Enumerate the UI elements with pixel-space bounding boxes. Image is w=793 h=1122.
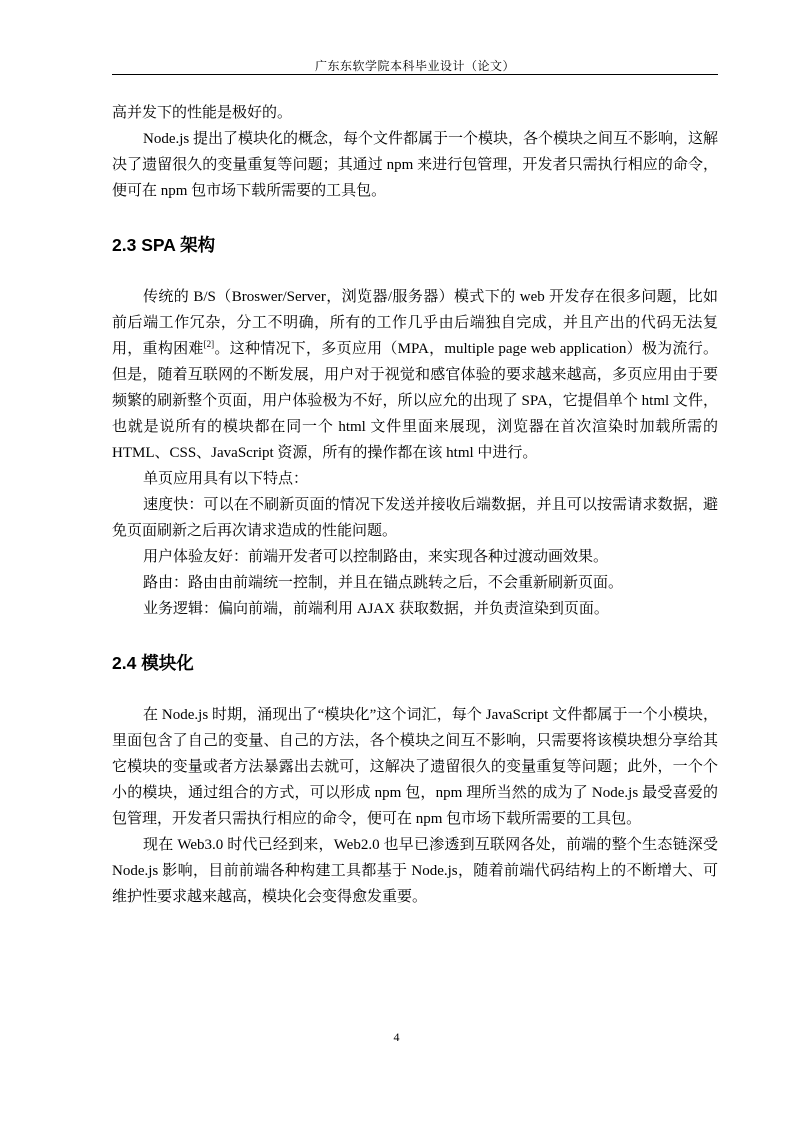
page-body [112,100,718,910]
page-number: 4 [393,1030,400,1044]
header-rule [112,74,718,75]
paragraph-bs-mode [112,284,718,466]
citation-2: [2] [203,339,215,349]
running-header: 广东东软学院本科毕业设计（论文） [314,59,515,73]
paragraph-spa-features-intro: 单页应用具有以下特点： [143,471,309,487]
paragraph-continued: 高并发下的性能是极好的。 [112,105,293,121]
paragraph-nodejs-modules: Node.js 提出了模块化的概念，每个文件都属于一个模块，各个模块之间互不影响，这解决了遗留很久的变量重复等问题；其通过 npm 来进行包管理，开发者只需执行相应的命令，便可在 npm 包市场下载所需要的工具包。 [112,131,718,199]
paragraph-business-logic: 业务逻辑：偏向前端，前端利用 AJAX 获取数据，并负责渲染到页面。 [143,601,609,617]
section-heading-2-3: 2.3 SPA 架构 [112,235,216,255]
paragraph-speed: 速度快：可以在不刷新页面的情况下发送并接收后端数据，并且可以按需请求数据，避免页面刷新之后再次请求造成的性能问题。 [112,497,718,539]
paragraph-web3: 现在 Web3.0 时代已经到来，Web2.0 也早已渗透到互联网各处，前端的整个生态链深受 Node.js 影响，目前前端各种构建工具都基于 Node.js，随着前端代码结构上的不断增大、可维护性要求越来越高，模块化会变得愈发重要。 [112,837,718,905]
paragraph-routing: 路由：路由由前端统一控制，并且在锚点跳转之后，不会重新刷新页面。 [143,575,624,591]
paragraph-modularization: 在 Node.js 时期，涌现出了“模块化”这个词汇，每个 JavaScript 文件都属于一个小模块，里面包含了自己的变量、自己的方法，各个模块之间互不影响，只需要将该模块想分享给其它模块的变量或者方法暴露出去就可，这解决了遗留很久的变量重复等问题；此外，一个个小的模块，通过组合的方式，可以形成 npm 包，npm 理所当然的成为了 Node.js 最受喜爱的包管理，开发者只需执行相应的命令，便可在 npm 包市场下载所需要的工具包。 [112,707,718,827]
section-heading-2-4: 2.4 模块化 [112,653,194,673]
paragraph-bs-mode-part2: 。这种情况下，多页应用（MPA，multiple page web application）极为流行。 但是，随着互联网的不断发展，用户对于视觉和感官体验的要求越来越高，多页应用由于要频繁的刷新整个页面，用户体验极为不好，所以应允的出现了 SPA，它提倡单个 html 文件，也就是说所有的模块都在同一个 html 文件里面来展现，浏览器在首次渲染时加载所需的 HTML、CSS、JavaScript 资源，所有的操作都在该 html 中进行。 [112,341,718,461]
paragraph-bs-mode-part1: 传统的 B/S（Broswer/Server，浏览器/服务器）模式下的 web 开发存在很多问题，比如前后端工作冗杂，分工不明确，所有的工作几乎由后端独自完成，并且产出的代码无法复用，重构困难 [112,289,718,357]
paragraph-ux: 用户体验友好：前端开发者可以控制路由，来实现各种过渡动画效果。 [143,549,609,565]
